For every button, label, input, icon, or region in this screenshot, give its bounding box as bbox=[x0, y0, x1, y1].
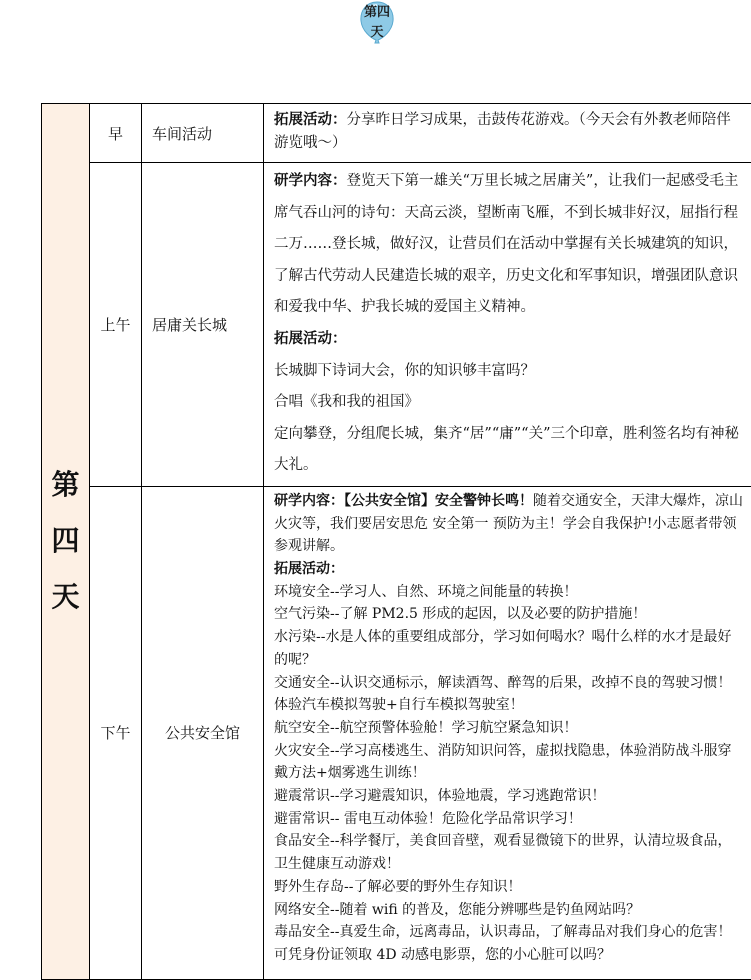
day-balloon-badge bbox=[357, 0, 397, 46]
study-label: 研学内容： bbox=[274, 493, 344, 509]
day-label-char: 天 bbox=[42, 569, 89, 625]
period-cell: 下午 bbox=[90, 486, 142, 979]
period-cell: 上午 bbox=[90, 163, 142, 487]
list-item: 毒品安全--真爱生命，远离毒品，认识毒品，了解毒品对我们身心的危害！ bbox=[274, 921, 745, 944]
study-text: 登览天下第一雄关“万里长城之居庸关”，让我们一起感受毛主席气吞山河的诗句：天高云淡，望断南飞雁，不到长城非好汉，屈指行程二万……登长城，做好汉，让营员们在活动中掌握有关长城建筑的知识，了解古代劳动人民建造长城的艰辛，历史文化和军事知识，增强团队意识和爱我中华、护我长城的爱国主义精神。 bbox=[274, 173, 738, 315]
balloon-text-line2: 天 bbox=[357, 23, 397, 42]
list-item: 空气污染--了解 PM2.5 形成的起因，以及必要的防护措施！ bbox=[274, 603, 745, 626]
expand-label: 拓展活动： bbox=[274, 324, 745, 356]
expand-label: 拓展活动： bbox=[274, 558, 745, 581]
expand-text: 分享昨日学习成果，击鼓传花游戏。（今天会有外教老师陪伴游览哦～） bbox=[274, 112, 731, 151]
list-item: 定向攀登，分组爬长城，集齐“居”“庸”“关”三个印章，胜利签名均有神秘大礼。 bbox=[274, 419, 745, 482]
list-item: 环境安全--学习人、自然、环境之间能量的转换！ bbox=[274, 581, 745, 604]
table-row-afternoon bbox=[42, 486, 751, 979]
content-cell bbox=[264, 104, 751, 163]
day-label-cell bbox=[42, 104, 90, 980]
list-item: 野外生存岛--了解必要的野外生存知识！ bbox=[274, 876, 745, 899]
study-paragraph bbox=[274, 490, 745, 558]
place-cell: 车间活动 bbox=[142, 104, 264, 163]
table-row-morning bbox=[42, 163, 751, 487]
schedule-table bbox=[41, 103, 751, 980]
list-item: 食品安全--科学餐厅，美食回音壁，观看显微镜下的世界，认清垃圾食品，卫生健康互动游戏！ bbox=[274, 830, 745, 875]
list-item: 避雷常识-- 雷电互动体验！危险化学品常识学习！ bbox=[274, 808, 745, 831]
list-item: 长城脚下诗词大会，你的知识够丰富吗？ bbox=[274, 356, 745, 388]
list-item: 水污染--水是人体的重要组成部分，学习如何喝水？喝什么样的水才是最好的呢？ bbox=[274, 626, 745, 671]
content-paragraph bbox=[274, 109, 745, 154]
period-cell: 早 bbox=[90, 104, 142, 163]
list-item: 合唱《我和我的祖国》 bbox=[274, 387, 745, 419]
study-paragraph bbox=[274, 166, 745, 324]
study-label: 研学内容： bbox=[274, 173, 347, 189]
list-item: 火灾安全--学习高楼逃生、消防知识问答，虚拟找隐患，体验消防战斗服穿戴方法+烟雾逃生训练！ bbox=[274, 740, 745, 785]
table-row-early bbox=[42, 104, 751, 163]
list-item: 网络安全--随着 wifi 的普及，您能分辨哪些是钓鱼网站吗？ bbox=[274, 899, 745, 922]
place-cell: 公共安全馆 bbox=[142, 486, 264, 979]
expand-label: 拓展活动： bbox=[274, 112, 347, 128]
day-label-char: 四 bbox=[42, 513, 89, 569]
content-cell bbox=[264, 486, 751, 979]
list-item: 航空安全--航空预警体验舱！学习航空紧急知识！ bbox=[274, 717, 745, 740]
list-item: 避震常识--学习避震知识，体验地震，学习逃跑常识！ bbox=[274, 785, 745, 808]
list-item: 交通安全--认识交通标示，解读酒驾、醉驾的后果，改掉不良的驾驶习惯！体验汽车模拟驾驶+自行车模拟驾驶室！ bbox=[274, 672, 745, 717]
day-label-char: 第 bbox=[42, 457, 89, 513]
list-item: 可凭身份证领取 4D 动感电影票，您的小心脏可以吗？ bbox=[274, 944, 745, 967]
place-cell: 居庸关长城 bbox=[142, 163, 264, 487]
study-bold-text: 【公共安全馆】安全警钟长鸣！ bbox=[344, 493, 533, 509]
balloon-text-line1: 第四 bbox=[357, 3, 397, 22]
study-text: 随着交通安全，天津大爆炸，凉山火灾等，我们要居安思危 安全第一 预防为主！学会自我保护!小志愿者带领参观讲解。 bbox=[274, 493, 743, 554]
content-cell bbox=[264, 163, 751, 487]
